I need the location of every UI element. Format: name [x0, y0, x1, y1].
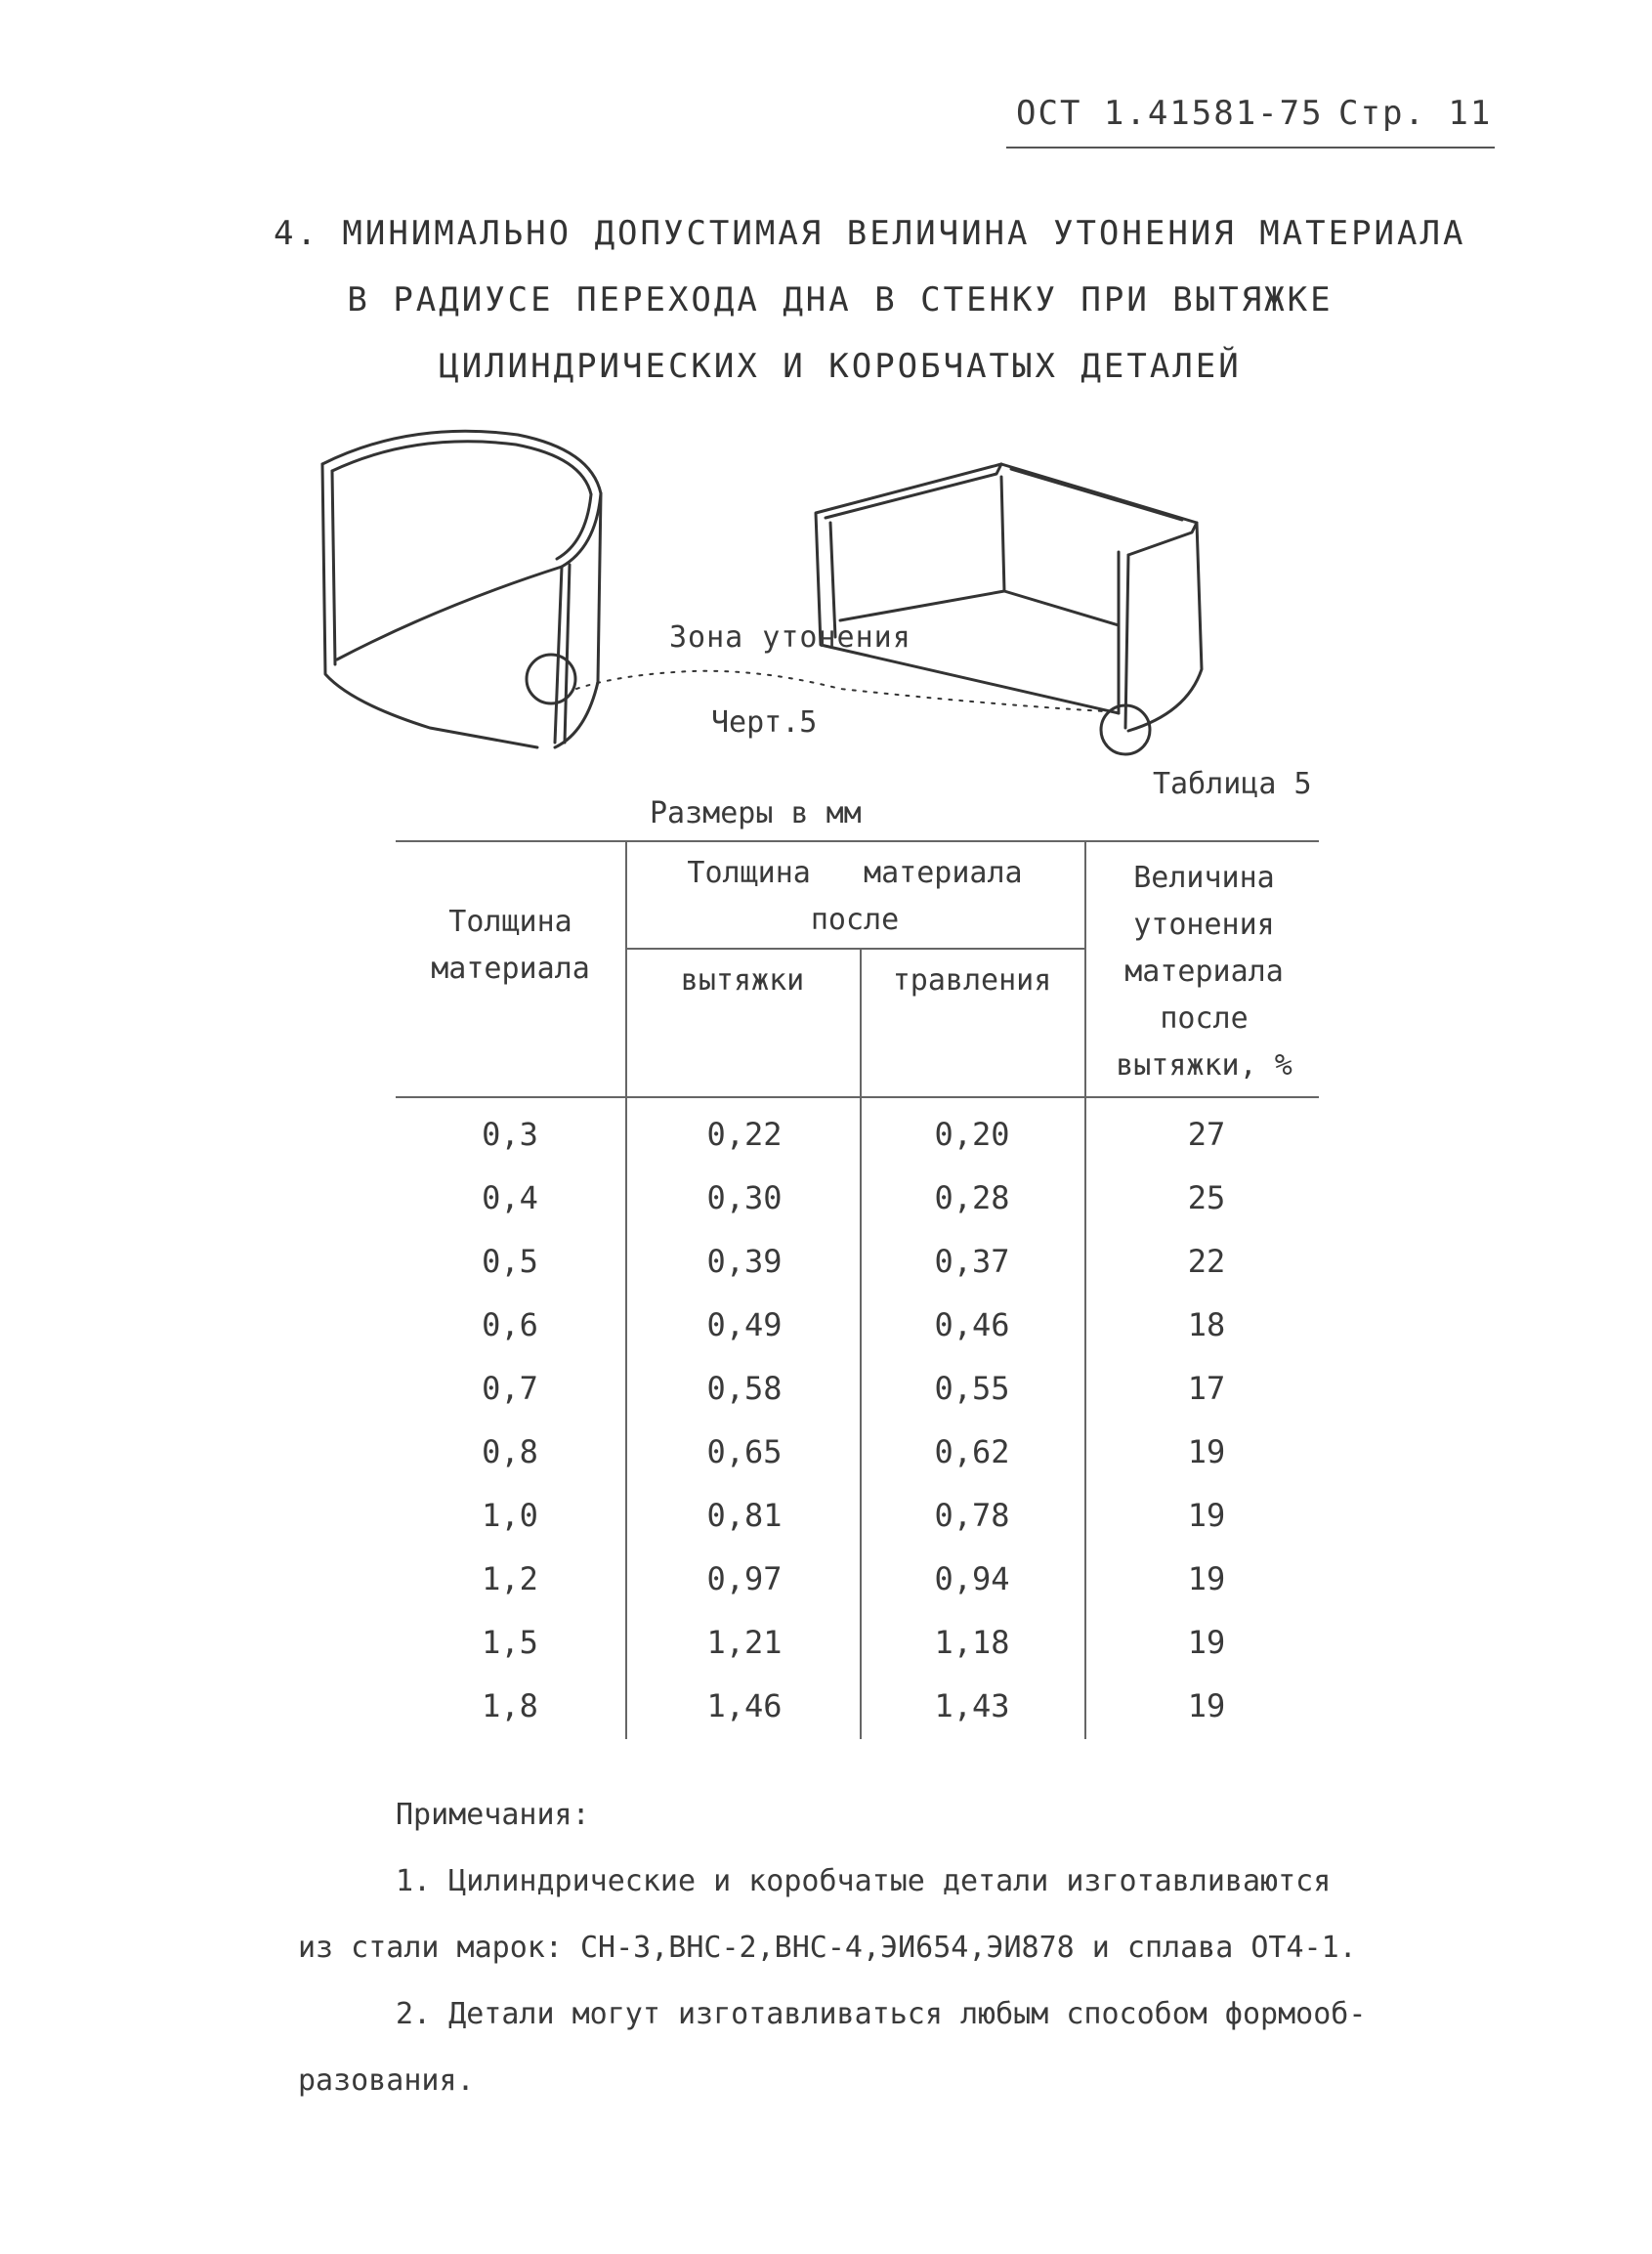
table-cell: 1,8: [482, 1687, 538, 1724]
table-cell: 27: [1187, 1116, 1226, 1153]
table-units: Размеры в мм: [650, 796, 862, 830]
col-divider-2: [860, 948, 862, 1739]
document-number: ОСТ 1.41581-75: [1016, 94, 1324, 133]
table-cell: 0,7: [482, 1370, 538, 1407]
notes-heading: Примечания:: [396, 1798, 590, 1832]
table-cell: 0,3: [482, 1116, 538, 1153]
header-bottom-rule: [396, 1096, 1319, 1098]
zone-label: Зона утонения: [669, 620, 911, 655]
note-line-2: из стали марок: СН-3,ВНС-2,ВНС-4,ЭИ654,ЭИ878 и сплава ОТ4-1.: [298, 1931, 1357, 1965]
table-cell: 0,58: [706, 1370, 783, 1407]
table-cell: 19: [1187, 1687, 1226, 1724]
page-header: [1006, 94, 1495, 152]
table-cell: 0,22: [706, 1116, 783, 1153]
table-cell: 1,5: [482, 1624, 538, 1661]
title-line-2: В РАДИУСЕ ПЕРЕХОДА ДНА В СТЕНКУ ПРИ ВЫТЯЖКЕ: [347, 280, 1334, 319]
table-cell: 0,55: [934, 1370, 1010, 1407]
box-part-drawing: [816, 464, 1202, 754]
table-cell: 1,2: [482, 1560, 538, 1597]
header-thinning: [1084, 855, 1324, 1089]
table-cell: 1,43: [934, 1687, 1010, 1724]
table-cell: 17: [1187, 1370, 1226, 1407]
table-cell: 0,46: [934, 1306, 1010, 1343]
note-line-3: 2. Детали могут изготавливаться любым способом формооб-: [396, 1997, 1367, 2031]
table-cell: 18: [1187, 1306, 1226, 1343]
table-cell: 0,6: [482, 1306, 538, 1343]
table-cell: 0,78: [934, 1497, 1010, 1534]
header-thinning-line-5: вытяжки, %: [1116, 1048, 1292, 1083]
table-number: Таблица 5: [1153, 767, 1312, 801]
header-thickness-line-1: Толщина: [448, 905, 572, 939]
table-cell: 0,28: [934, 1179, 1010, 1216]
table-cell: 19: [1187, 1560, 1226, 1597]
table-cell: 1,46: [706, 1687, 783, 1724]
header-after-group: [625, 850, 1084, 944]
header-thickness-line-2: материала: [431, 952, 590, 986]
table-cell: 19: [1187, 1433, 1226, 1470]
note-line-1: 1. Цилиндрические и коробчатые детали изготавливаются: [396, 1864, 1332, 1898]
title-line-1: 4. МИНИМАЛЬНО ДОПУСТИМАЯ ВЕЛИЧИНА УТОНЕНИЯ МАТЕРИАЛА: [274, 214, 1466, 253]
header-thinning-line-4: после: [1160, 1001, 1249, 1036]
table-cell: 0,8: [482, 1433, 538, 1470]
table-cell: 1,0: [482, 1497, 538, 1534]
header-thinning-line-2: утонения: [1133, 908, 1275, 942]
header-drawing: вытяжки: [680, 963, 805, 998]
note-line-4: разования.: [298, 2063, 475, 2098]
section-title: [274, 200, 1466, 400]
header-thinning-line-3: материала: [1124, 955, 1284, 989]
table-cell: 0,49: [706, 1306, 783, 1343]
table-cell: 0,37: [934, 1243, 1010, 1280]
table-cell: 0,5: [482, 1243, 538, 1280]
table-cell: 22: [1187, 1243, 1226, 1280]
table-cell: 1,18: [934, 1624, 1010, 1661]
table-cell: 0,94: [934, 1560, 1010, 1597]
table-cell: 19: [1187, 1624, 1226, 1661]
figure-caption: Черт.5: [711, 705, 818, 740]
data-table: [396, 840, 1324, 1739]
table-cell: 25: [1187, 1179, 1226, 1216]
table-cell: 1,21: [706, 1624, 783, 1661]
table-cell: 0,30: [706, 1179, 783, 1216]
table-top-rule: [396, 840, 1319, 842]
table-cell: 0,65: [706, 1433, 783, 1470]
page-number: Стр. 11: [1338, 94, 1493, 133]
table-cell: 0,20: [934, 1116, 1010, 1153]
table-cell: 0,62: [934, 1433, 1010, 1470]
subheader-rule: [625, 948, 1084, 950]
title-line-3: ЦИЛИНДРИЧЕСКИХ И КОРОБЧАТЫХ ДЕТАЛЕЙ: [439, 347, 1242, 386]
cylindrical-part-drawing: [322, 431, 601, 747]
table-cell: 0,81: [706, 1497, 783, 1534]
table-cell: 19: [1187, 1497, 1226, 1534]
header-thickness: [396, 899, 625, 993]
header-after-line-2: после: [810, 903, 900, 937]
table-cell: 0,4: [482, 1179, 538, 1216]
header-rule: [1006, 147, 1495, 149]
table-cell: 0,39: [706, 1243, 783, 1280]
header-thinning-line-1: Величина: [1133, 861, 1275, 895]
header-etching: травления: [892, 963, 1052, 998]
header-after-line-1: Толщина материала: [687, 856, 1023, 890]
table-cell: 0,97: [706, 1560, 783, 1597]
